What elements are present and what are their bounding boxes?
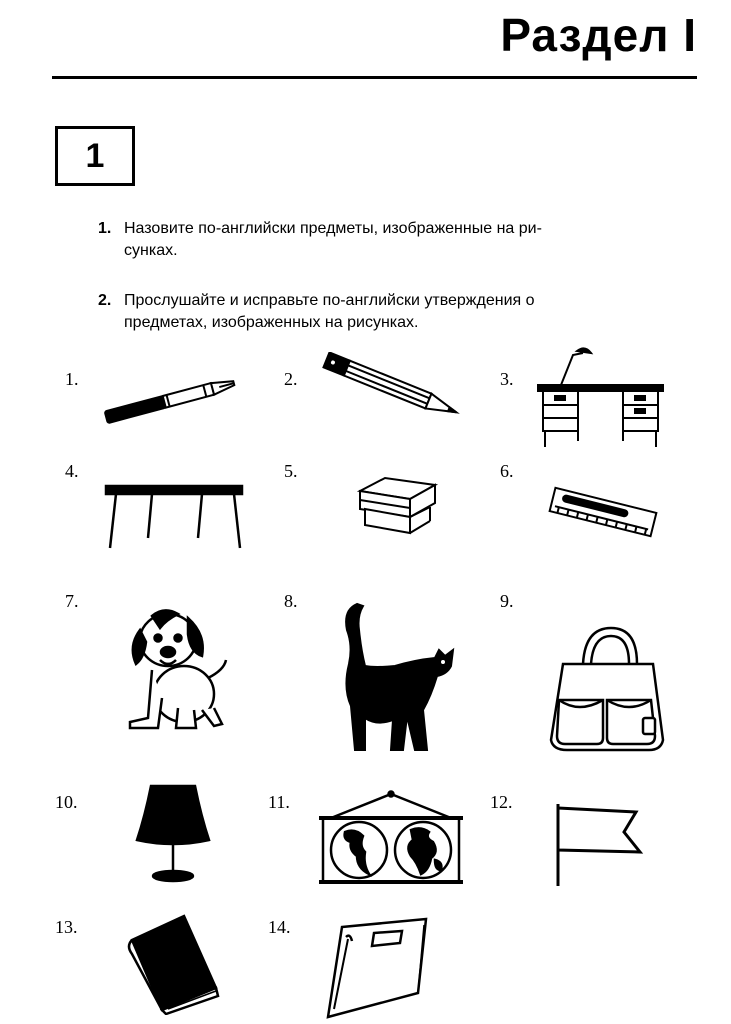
task-text-line1: Прослушайте и исправьте по-английски утверждения о: [124, 292, 535, 309]
lesson-number: 1: [85, 136, 105, 175]
map-icon: [317, 790, 465, 890]
table-icon: [102, 482, 247, 552]
item-number-7: 7.: [65, 591, 79, 611]
section-title: Раздел I: [500, 9, 697, 61]
task-number: 1.: [98, 220, 112, 237]
item-number-4: 4.: [65, 461, 79, 481]
item-number-2: 2.: [284, 369, 298, 389]
item-number-3: 3.: [500, 369, 514, 389]
flag-icon: [550, 800, 645, 890]
book-icon: [126, 910, 221, 1015]
desk-icon: [533, 345, 668, 450]
item-number-9: 9.: [500, 591, 514, 611]
box-icon: [355, 473, 440, 538]
pencil-icon: [316, 352, 466, 422]
task-1: [98, 218, 698, 262]
ruler-icon: [547, 480, 659, 545]
item-number-5: 5.: [284, 461, 298, 481]
item-number-6: 6.: [500, 461, 514, 481]
item-number-8: 8.: [284, 591, 298, 611]
item-number-1: 1.: [65, 369, 79, 389]
task-text-line2: предметах, изображенных на рисунках.: [124, 314, 419, 331]
lamp-icon: [133, 780, 213, 885]
task-2: [98, 290, 698, 334]
dog-icon: [122, 598, 232, 733]
item-number-11: 11.: [268, 792, 290, 812]
pen-icon: [96, 370, 246, 430]
bag-icon: [545, 622, 670, 757]
item-number-14: 14.: [268, 917, 291, 937]
item-number-10: 10.: [55, 792, 78, 812]
notebook-icon: [318, 913, 438, 1023]
lesson-number-box: [55, 126, 135, 186]
task-number: 2.: [98, 292, 112, 309]
task-text-line1: Назовите по-английски предметы, изображенные на ри-: [124, 220, 542, 237]
title-divider: [52, 76, 697, 79]
cat-icon: [335, 600, 455, 755]
item-number-12: 12.: [490, 792, 513, 812]
item-number-13: 13.: [55, 917, 78, 937]
task-text-line2: сунках.: [124, 242, 178, 259]
